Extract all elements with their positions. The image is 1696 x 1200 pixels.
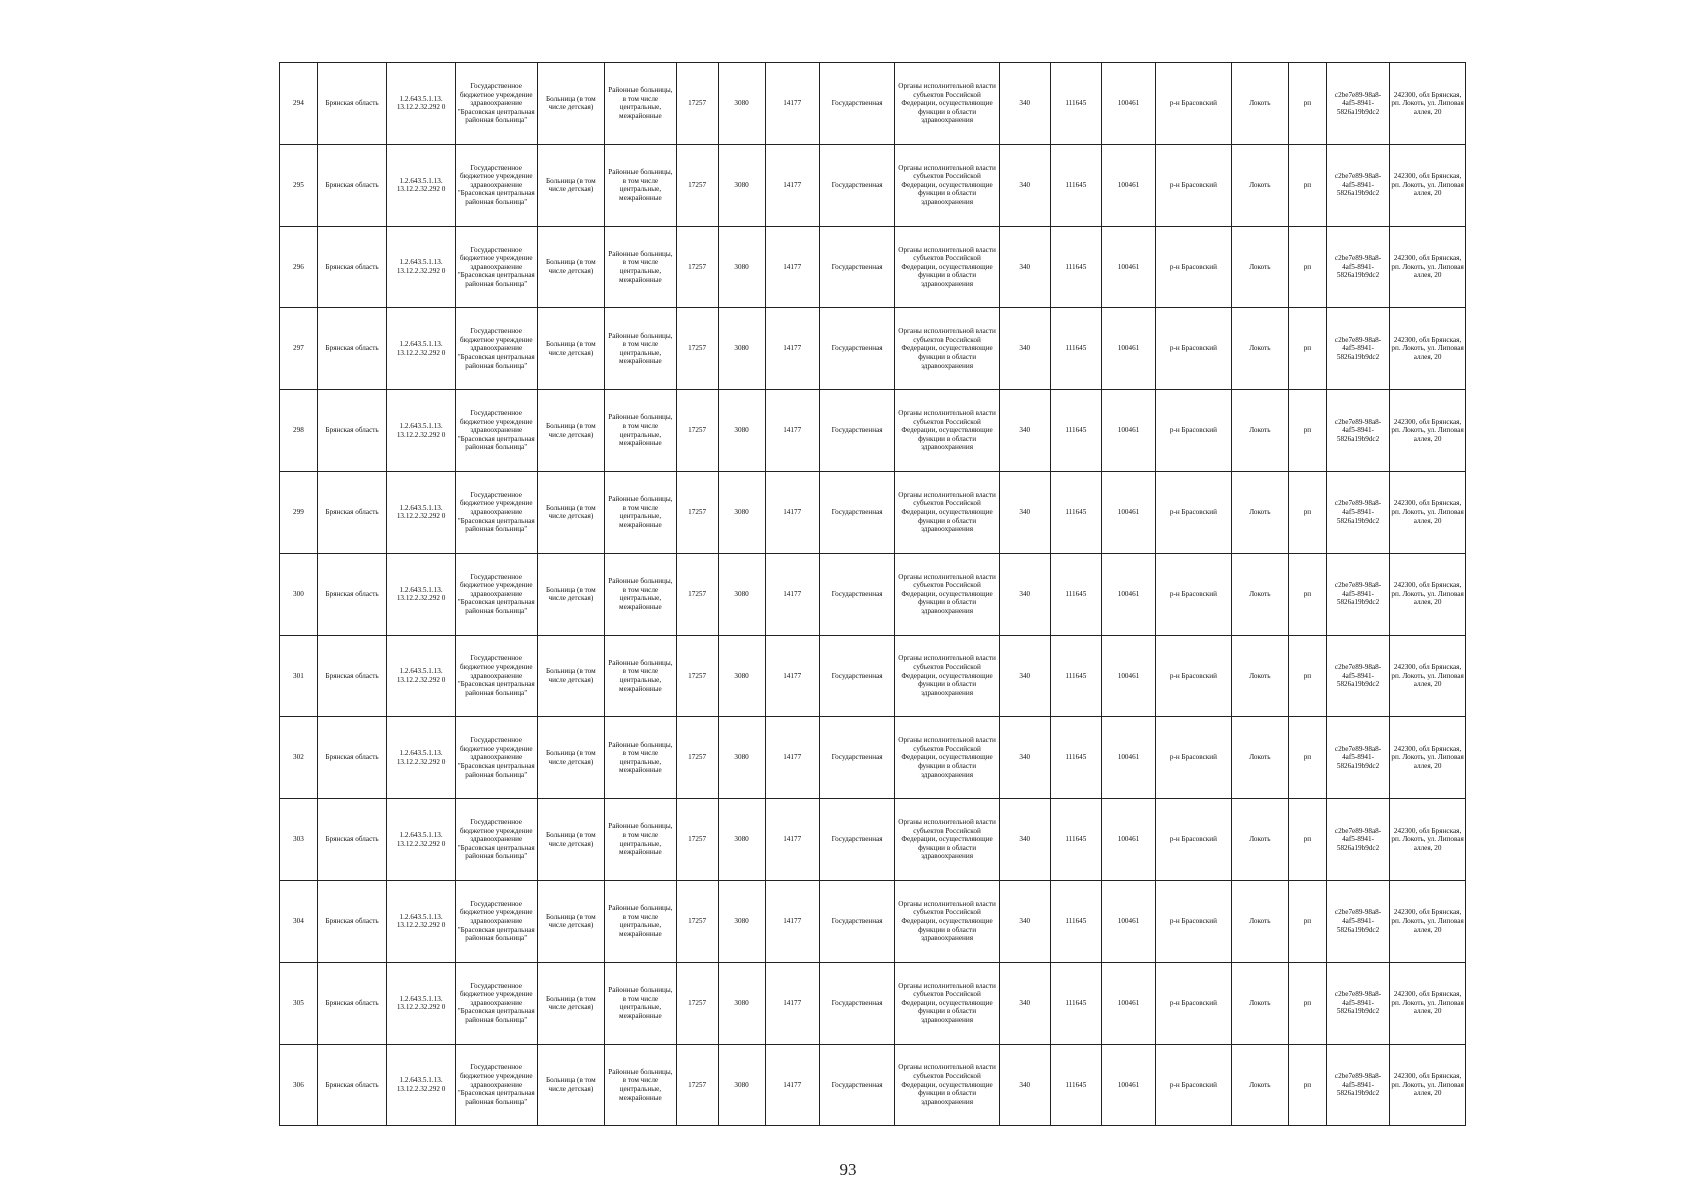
row-number-cell: 302 bbox=[280, 717, 318, 799]
governing-organ-cell: Органы исполнительной власти субъектов Российской Федерации, осуществляющие функции в области здравоохранения bbox=[895, 63, 999, 145]
fias-guid-cell: c2be7e89-98a8-4af5-8941-5826a19b9dc2 bbox=[1326, 1044, 1389, 1126]
address-cell: 242300, обл Брянская, рп. Локоть, ул. Липовая аллея, 20 bbox=[1390, 390, 1466, 472]
table-row bbox=[280, 553, 1466, 635]
oid-code-cell: 1.2.643.5.1.13. 13.12.2.32.292 0 bbox=[387, 799, 456, 881]
value-1-cell: 17257 bbox=[676, 1044, 718, 1126]
address-cell: 242300, обл Брянская, рп. Локоть, ул. Липовая аллея, 20 bbox=[1390, 553, 1466, 635]
value-1-cell: 17257 bbox=[676, 63, 718, 145]
facility-type-cell: Больница (в том числе детская) bbox=[537, 717, 604, 799]
oid-code-cell: 1.2.643.5.1.13. 13.12.2.32.292 0 bbox=[387, 308, 456, 390]
fias-guid-cell: c2be7e89-98a8-4af5-8941-5826a19b9dc2 bbox=[1326, 717, 1389, 799]
locality-type-cell: рп bbox=[1289, 635, 1327, 717]
table-row bbox=[280, 1044, 1466, 1126]
table-row bbox=[280, 635, 1466, 717]
fias-guid-cell: c2be7e89-98a8-4af5-8941-5826a19b9dc2 bbox=[1326, 308, 1389, 390]
organization-name-cell: Государственное бюджетное учреждение здравоохранение "Брасовская центральная районная больница" bbox=[455, 471, 537, 553]
ownership-cell: Государственная bbox=[819, 799, 895, 881]
locality-type-cell: рп bbox=[1289, 226, 1327, 308]
locality-cell: Локоть bbox=[1231, 226, 1288, 308]
address-cell: 242300, обл Брянская, рп. Локоть, ул. Липовая аллея, 20 bbox=[1390, 635, 1466, 717]
value-6-cell: 100461 bbox=[1101, 717, 1155, 799]
value-3-cell: 14177 bbox=[765, 553, 819, 635]
ownership-cell: Государственная bbox=[819, 553, 895, 635]
page-number: 93 bbox=[839, 1160, 857, 1179]
district-cell: р-н Брасовский bbox=[1156, 226, 1232, 308]
value-5-cell: 111645 bbox=[1050, 553, 1101, 635]
value-2-cell: 3080 bbox=[718, 799, 765, 881]
region-cell: Брянская область bbox=[317, 144, 387, 226]
row-number-cell: 305 bbox=[280, 962, 318, 1044]
value-5-cell: 111645 bbox=[1050, 799, 1101, 881]
locality-cell: Локоть bbox=[1231, 390, 1288, 472]
region-cell: Брянская область bbox=[317, 63, 387, 145]
value-2-cell: 3080 bbox=[718, 308, 765, 390]
locality-cell: Локоть bbox=[1231, 880, 1288, 962]
locality-type-cell: рп bbox=[1289, 390, 1327, 472]
locality-type-cell: рп bbox=[1289, 144, 1327, 226]
value-4-cell: 340 bbox=[999, 1044, 1050, 1126]
ownership-cell: Государственная bbox=[819, 308, 895, 390]
value-1-cell: 17257 bbox=[676, 880, 718, 962]
district-cell: р-н Брасовский bbox=[1156, 635, 1232, 717]
value-6-cell: 100461 bbox=[1101, 880, 1155, 962]
table-row bbox=[280, 799, 1466, 881]
organization-name-cell: Государственное бюджетное учреждение здравоохранение "Брасовская центральная районная больница" bbox=[455, 880, 537, 962]
value-5-cell: 111645 bbox=[1050, 308, 1101, 390]
oid-code-cell: 1.2.643.5.1.13. 13.12.2.32.292 0 bbox=[387, 471, 456, 553]
facility-kind-cell: Районные больницы, в том числе центральные, межрайонные bbox=[605, 880, 677, 962]
facility-kind-cell: Районные больницы, в том числе центральные, межрайонные bbox=[605, 308, 677, 390]
value-5-cell: 111645 bbox=[1050, 144, 1101, 226]
district-cell: р-н Брасовский bbox=[1156, 1044, 1232, 1126]
value-6-cell: 100461 bbox=[1101, 799, 1155, 881]
facility-type-cell: Больница (в том числе детская) bbox=[537, 635, 604, 717]
district-cell: р-н Брасовский bbox=[1156, 308, 1232, 390]
region-cell: Брянская область bbox=[317, 880, 387, 962]
value-1-cell: 17257 bbox=[676, 553, 718, 635]
value-3-cell: 14177 bbox=[765, 962, 819, 1044]
facility-kind-cell: Районные больницы, в том числе центральные, межрайонные bbox=[605, 717, 677, 799]
district-cell: р-н Брасовский bbox=[1156, 962, 1232, 1044]
locality-cell: Локоть bbox=[1231, 144, 1288, 226]
value-6-cell: 100461 bbox=[1101, 63, 1155, 145]
governing-organ-cell: Органы исполнительной власти субъектов Российской Федерации, осуществляющие функции в области здравоохранения bbox=[895, 1044, 999, 1126]
oid-code-cell: 1.2.643.5.1.13. 13.12.2.32.292 0 bbox=[387, 63, 456, 145]
value-5-cell: 111645 bbox=[1050, 880, 1101, 962]
facility-kind-cell: Районные больницы, в том числе центральные, межрайонные bbox=[605, 799, 677, 881]
fias-guid-cell: c2be7e89-98a8-4af5-8941-5826a19b9dc2 bbox=[1326, 390, 1389, 472]
fias-guid-cell: c2be7e89-98a8-4af5-8941-5826a19b9dc2 bbox=[1326, 63, 1389, 145]
region-cell: Брянская область bbox=[317, 553, 387, 635]
value-6-cell: 100461 bbox=[1101, 390, 1155, 472]
governing-organ-cell: Органы исполнительной власти субъектов Российской Федерации, осуществляющие функции в области здравоохранения bbox=[895, 962, 999, 1044]
locality-cell: Локоть bbox=[1231, 799, 1288, 881]
row-number-cell: 304 bbox=[280, 880, 318, 962]
value-4-cell: 340 bbox=[999, 471, 1050, 553]
value-5-cell: 111645 bbox=[1050, 63, 1101, 145]
locality-type-cell: рп bbox=[1289, 553, 1327, 635]
fias-guid-cell: c2be7e89-98a8-4af5-8941-5826a19b9dc2 bbox=[1326, 962, 1389, 1044]
region-cell: Брянская область bbox=[317, 226, 387, 308]
row-number-cell: 306 bbox=[280, 1044, 318, 1126]
value-4-cell: 340 bbox=[999, 717, 1050, 799]
governing-organ-cell: Органы исполнительной власти субъектов Российской Федерации, осуществляющие функции в области здравоохранения bbox=[895, 471, 999, 553]
value-6-cell: 100461 bbox=[1101, 962, 1155, 1044]
oid-code-cell: 1.2.643.5.1.13. 13.12.2.32.292 0 bbox=[387, 962, 456, 1044]
address-cell: 242300, обл Брянская, рп. Локоть, ул. Липовая аллея, 20 bbox=[1390, 962, 1466, 1044]
address-cell: 242300, обл Брянская, рп. Локоть, ул. Липовая аллея, 20 bbox=[1390, 63, 1466, 145]
ownership-cell: Государственная bbox=[819, 717, 895, 799]
value-6-cell: 100461 bbox=[1101, 635, 1155, 717]
facility-kind-cell: Районные больницы, в том числе центральные, межрайонные bbox=[605, 390, 677, 472]
facility-type-cell: Больница (в том числе детская) bbox=[537, 308, 604, 390]
value-1-cell: 17257 bbox=[676, 799, 718, 881]
table-row bbox=[280, 471, 1466, 553]
governing-organ-cell: Органы исполнительной власти субъектов Российской Федерации, осуществляющие функции в области здравоохранения bbox=[895, 308, 999, 390]
value-2-cell: 3080 bbox=[718, 717, 765, 799]
locality-cell: Локоть bbox=[1231, 1044, 1288, 1126]
oid-code-cell: 1.2.643.5.1.13. 13.12.2.32.292 0 bbox=[387, 390, 456, 472]
value-5-cell: 111645 bbox=[1050, 1044, 1101, 1126]
fias-guid-cell: c2be7e89-98a8-4af5-8941-5826a19b9dc2 bbox=[1326, 635, 1389, 717]
organization-name-cell: Государственное бюджетное учреждение здравоохранение "Брасовская центральная районная больница" bbox=[455, 144, 537, 226]
locality-type-cell: рп bbox=[1289, 1044, 1327, 1126]
locality-type-cell: рп bbox=[1289, 799, 1327, 881]
governing-organ-cell: Органы исполнительной власти субъектов Российской Федерации, осуществляющие функции в области здравоохранения bbox=[895, 799, 999, 881]
address-cell: 242300, обл Брянская, рп. Локоть, ул. Липовая аллея, 20 bbox=[1390, 471, 1466, 553]
governing-organ-cell: Органы исполнительной власти субъектов Российской Федерации, осуществляющие функции в области здравоохранения bbox=[895, 144, 999, 226]
facility-type-cell: Больница (в том числе детская) bbox=[537, 1044, 604, 1126]
value-2-cell: 3080 bbox=[718, 390, 765, 472]
value-1-cell: 17257 bbox=[676, 390, 718, 472]
value-5-cell: 111645 bbox=[1050, 390, 1101, 472]
governing-organ-cell: Органы исполнительной власти субъектов Российской Федерации, осуществляющие функции в области здравоохранения bbox=[895, 226, 999, 308]
region-cell: Брянская область bbox=[317, 635, 387, 717]
region-cell: Брянская область bbox=[317, 1044, 387, 1126]
ownership-cell: Государственная bbox=[819, 1044, 895, 1126]
locality-type-cell: рп bbox=[1289, 962, 1327, 1044]
address-cell: 242300, обл Брянская, рп. Локоть, ул. Липовая аллея, 20 bbox=[1390, 799, 1466, 881]
value-2-cell: 3080 bbox=[718, 226, 765, 308]
oid-code-cell: 1.2.643.5.1.13. 13.12.2.32.292 0 bbox=[387, 226, 456, 308]
value-2-cell: 3080 bbox=[718, 962, 765, 1044]
value-1-cell: 17257 bbox=[676, 962, 718, 1044]
locality-cell: Локоть bbox=[1231, 717, 1288, 799]
value-3-cell: 14177 bbox=[765, 1044, 819, 1126]
value-2-cell: 3080 bbox=[718, 63, 765, 145]
locality-type-cell: рп bbox=[1289, 471, 1327, 553]
value-3-cell: 14177 bbox=[765, 390, 819, 472]
governing-organ-cell: Органы исполнительной власти субъектов Российской Федерации, осуществляющие функции в области здравоохранения bbox=[895, 390, 999, 472]
value-2-cell: 3080 bbox=[718, 635, 765, 717]
district-cell: р-н Брасовский bbox=[1156, 880, 1232, 962]
region-cell: Брянская область bbox=[317, 390, 387, 472]
value-3-cell: 14177 bbox=[765, 635, 819, 717]
facility-type-cell: Больница (в том числе детская) bbox=[537, 144, 604, 226]
value-6-cell: 100461 bbox=[1101, 144, 1155, 226]
row-number-cell: 296 bbox=[280, 226, 318, 308]
value-5-cell: 111645 bbox=[1050, 962, 1101, 1044]
ownership-cell: Государственная bbox=[819, 144, 895, 226]
value-3-cell: 14177 bbox=[765, 308, 819, 390]
value-2-cell: 3080 bbox=[718, 144, 765, 226]
address-cell: 242300, обл Брянская, рп. Локоть, ул. Липовая аллея, 20 bbox=[1390, 144, 1466, 226]
value-3-cell: 14177 bbox=[765, 63, 819, 145]
ownership-cell: Государственная bbox=[819, 471, 895, 553]
value-6-cell: 100461 bbox=[1101, 1044, 1155, 1126]
value-1-cell: 17257 bbox=[676, 471, 718, 553]
value-3-cell: 14177 bbox=[765, 717, 819, 799]
locality-cell: Локоть bbox=[1231, 962, 1288, 1044]
locality-type-cell: рп bbox=[1289, 717, 1327, 799]
region-cell: Брянская область bbox=[317, 308, 387, 390]
district-cell: р-н Брасовский bbox=[1156, 553, 1232, 635]
value-2-cell: 3080 bbox=[718, 553, 765, 635]
value-4-cell: 340 bbox=[999, 63, 1050, 145]
table-row bbox=[280, 308, 1466, 390]
value-6-cell: 100461 bbox=[1101, 226, 1155, 308]
facility-type-cell: Больница (в том числе детская) bbox=[537, 553, 604, 635]
fias-guid-cell: c2be7e89-98a8-4af5-8941-5826a19b9dc2 bbox=[1326, 799, 1389, 881]
facility-kind-cell: Районные больницы, в том числе центральные, межрайонные bbox=[605, 553, 677, 635]
value-6-cell: 100461 bbox=[1101, 553, 1155, 635]
locality-type-cell: рп bbox=[1289, 63, 1327, 145]
value-4-cell: 340 bbox=[999, 799, 1050, 881]
locality-cell: Локоть bbox=[1231, 471, 1288, 553]
value-4-cell: 340 bbox=[999, 962, 1050, 1044]
facility-type-cell: Больница (в том числе детская) bbox=[537, 63, 604, 145]
locality-cell: Локоть bbox=[1231, 635, 1288, 717]
facility-kind-cell: Районные больницы, в том числе центральные, межрайонные bbox=[605, 471, 677, 553]
oid-code-cell: 1.2.643.5.1.13. 13.12.2.32.292 0 bbox=[387, 144, 456, 226]
value-5-cell: 111645 bbox=[1050, 635, 1101, 717]
ownership-cell: Государственная bbox=[819, 226, 895, 308]
region-cell: Брянская область bbox=[317, 717, 387, 799]
region-cell: Брянская область bbox=[317, 962, 387, 1044]
district-cell: р-н Брасовский bbox=[1156, 471, 1232, 553]
row-number-cell: 303 bbox=[280, 799, 318, 881]
organization-name-cell: Государственное бюджетное учреждение здравоохранение "Брасовская центральная районная больница" bbox=[455, 226, 537, 308]
organization-name-cell: Государственное бюджетное учреждение здравоохранение "Брасовская центральная районная больница" bbox=[455, 962, 537, 1044]
oid-code-cell: 1.2.643.5.1.13. 13.12.2.32.292 0 bbox=[387, 717, 456, 799]
ownership-cell: Государственная bbox=[819, 962, 895, 1044]
locality-cell: Локоть bbox=[1231, 553, 1288, 635]
region-cell: Брянская область bbox=[317, 471, 387, 553]
table-row bbox=[280, 63, 1466, 145]
district-cell: р-н Брасовский bbox=[1156, 390, 1232, 472]
value-5-cell: 111645 bbox=[1050, 717, 1101, 799]
value-1-cell: 17257 bbox=[676, 226, 718, 308]
row-number-cell: 300 bbox=[280, 553, 318, 635]
row-number-cell: 298 bbox=[280, 390, 318, 472]
district-cell: р-н Брасовский bbox=[1156, 799, 1232, 881]
oid-code-cell: 1.2.643.5.1.13. 13.12.2.32.292 0 bbox=[387, 635, 456, 717]
value-5-cell: 111645 bbox=[1050, 226, 1101, 308]
fias-guid-cell: c2be7e89-98a8-4af5-8941-5826a19b9dc2 bbox=[1326, 471, 1389, 553]
fias-guid-cell: c2be7e89-98a8-4af5-8941-5826a19b9dc2 bbox=[1326, 553, 1389, 635]
ownership-cell: Государственная bbox=[819, 63, 895, 145]
table-row bbox=[280, 144, 1466, 226]
ownership-cell: Государственная bbox=[819, 635, 895, 717]
value-4-cell: 340 bbox=[999, 144, 1050, 226]
value-4-cell: 340 bbox=[999, 635, 1050, 717]
value-1-cell: 17257 bbox=[676, 144, 718, 226]
value-6-cell: 100461 bbox=[1101, 471, 1155, 553]
table-row bbox=[280, 717, 1466, 799]
facility-type-cell: Больница (в том числе детская) bbox=[537, 799, 604, 881]
table-row bbox=[280, 962, 1466, 1044]
district-cell: р-н Брасовский bbox=[1156, 63, 1232, 145]
facility-kind-cell: Районные больницы, в том числе центральные, межрайонные bbox=[605, 962, 677, 1044]
row-number-cell: 301 bbox=[280, 635, 318, 717]
row-number-cell: 295 bbox=[280, 144, 318, 226]
value-3-cell: 14177 bbox=[765, 144, 819, 226]
value-3-cell: 14177 bbox=[765, 471, 819, 553]
facility-kind-cell: Районные больницы, в том числе центральные, межрайонные bbox=[605, 226, 677, 308]
ownership-cell: Государственная bbox=[819, 390, 895, 472]
facility-type-cell: Больница (в том числе детская) bbox=[537, 962, 604, 1044]
ownership-cell: Государственная bbox=[819, 880, 895, 962]
facility-type-cell: Больница (в том числе детская) bbox=[537, 390, 604, 472]
facility-type-cell: Больница (в том числе детская) bbox=[537, 471, 604, 553]
locality-cell: Локоть bbox=[1231, 63, 1288, 145]
address-cell: 242300, обл Брянская, рп. Локоть, ул. Липовая аллея, 20 bbox=[1390, 308, 1466, 390]
facility-kind-cell: Районные больницы, в том числе центральные, межрайонные bbox=[605, 635, 677, 717]
fias-guid-cell: c2be7e89-98a8-4af5-8941-5826a19b9dc2 bbox=[1326, 880, 1389, 962]
address-cell: 242300, обл Брянская, рп. Локоть, ул. Липовая аллея, 20 bbox=[1390, 880, 1466, 962]
value-4-cell: 340 bbox=[999, 226, 1050, 308]
locality-type-cell: рп bbox=[1289, 880, 1327, 962]
row-number-cell: 294 bbox=[280, 63, 318, 145]
registry-table bbox=[279, 62, 1466, 1126]
value-2-cell: 3080 bbox=[718, 1044, 765, 1126]
value-4-cell: 340 bbox=[999, 390, 1050, 472]
table-row bbox=[280, 226, 1466, 308]
district-cell: р-н Брасовский bbox=[1156, 717, 1232, 799]
value-1-cell: 17257 bbox=[676, 308, 718, 390]
facility-type-cell: Больница (в том числе детская) bbox=[537, 226, 604, 308]
organization-name-cell: Государственное бюджетное учреждение здравоохранение "Брасовская центральная районная больница" bbox=[455, 635, 537, 717]
value-2-cell: 3080 bbox=[718, 471, 765, 553]
table-row bbox=[280, 880, 1466, 962]
organization-name-cell: Государственное бюджетное учреждение здравоохранение "Брасовская центральная районная больница" bbox=[455, 717, 537, 799]
address-cell: 242300, обл Брянская, рп. Локоть, ул. Липовая аллея, 20 bbox=[1390, 226, 1466, 308]
organization-name-cell: Государственное бюджетное учреждение здравоохранение "Брасовская центральная районная больница" bbox=[455, 390, 537, 472]
oid-code-cell: 1.2.643.5.1.13. 13.12.2.32.292 0 bbox=[387, 880, 456, 962]
row-number-cell: 297 bbox=[280, 308, 318, 390]
organization-name-cell: Государственное бюджетное учреждение здравоохранение "Брасовская центральная районная больница" bbox=[455, 1044, 537, 1126]
organization-name-cell: Государственное бюджетное учреждение здравоохранение "Брасовская центральная районная больница" bbox=[455, 63, 537, 145]
oid-code-cell: 1.2.643.5.1.13. 13.12.2.32.292 0 bbox=[387, 1044, 456, 1126]
facility-kind-cell: Районные больницы, в том числе центральные, межрайонные bbox=[605, 63, 677, 145]
value-3-cell: 14177 bbox=[765, 880, 819, 962]
value-3-cell: 14177 bbox=[765, 799, 819, 881]
fias-guid-cell: c2be7e89-98a8-4af5-8941-5826a19b9dc2 bbox=[1326, 144, 1389, 226]
address-cell: 242300, обл Брянская, рп. Локоть, ул. Липовая аллея, 20 bbox=[1390, 717, 1466, 799]
facility-type-cell: Больница (в том числе детская) bbox=[537, 880, 604, 962]
facility-kind-cell: Районные больницы, в том числе центральные, межрайонные bbox=[605, 144, 677, 226]
value-1-cell: 17257 bbox=[676, 635, 718, 717]
governing-organ-cell: Органы исполнительной власти субъектов Российской Федерации, осуществляющие функции в области здравоохранения bbox=[895, 880, 999, 962]
oid-code-cell: 1.2.643.5.1.13. 13.12.2.32.292 0 bbox=[387, 553, 456, 635]
row-number-cell: 299 bbox=[280, 471, 318, 553]
facility-kind-cell: Районные больницы, в том числе центральные, межрайонные bbox=[605, 1044, 677, 1126]
governing-organ-cell: Органы исполнительной власти субъектов Российской Федерации, осуществляющие функции в области здравоохранения bbox=[895, 553, 999, 635]
value-4-cell: 340 bbox=[999, 880, 1050, 962]
value-4-cell: 340 bbox=[999, 553, 1050, 635]
governing-organ-cell: Органы исполнительной власти субъектов Российской Федерации, осуществляющие функции в области здравоохранения bbox=[895, 635, 999, 717]
value-2-cell: 3080 bbox=[718, 880, 765, 962]
governing-organ-cell: Органы исполнительной власти субъектов Российской Федерации, осуществляющие функции в области здравоохранения bbox=[895, 717, 999, 799]
region-cell: Брянская область bbox=[317, 799, 387, 881]
address-cell: 242300, обл Брянская, рп. Локоть, ул. Липовая аллея, 20 bbox=[1390, 1044, 1466, 1126]
value-6-cell: 100461 bbox=[1101, 308, 1155, 390]
value-1-cell: 17257 bbox=[676, 717, 718, 799]
organization-name-cell: Государственное бюджетное учреждение здравоохранение "Брасовская центральная районная больница" bbox=[455, 553, 537, 635]
value-4-cell: 340 bbox=[999, 308, 1050, 390]
district-cell: р-н Брасовский bbox=[1156, 144, 1232, 226]
registry-rows bbox=[280, 63, 1466, 1126]
organization-name-cell: Государственное бюджетное учреждение здравоохранение "Брасовская центральная районная больница" bbox=[455, 308, 537, 390]
value-5-cell: 111645 bbox=[1050, 471, 1101, 553]
locality-type-cell: рп bbox=[1289, 308, 1327, 390]
organization-name-cell: Государственное бюджетное учреждение здравоохранение "Брасовская центральная районная больница" bbox=[455, 799, 537, 881]
table-row bbox=[280, 390, 1466, 472]
locality-cell: Локоть bbox=[1231, 308, 1288, 390]
fias-guid-cell: c2be7e89-98a8-4af5-8941-5826a19b9dc2 bbox=[1326, 226, 1389, 308]
value-3-cell: 14177 bbox=[765, 226, 819, 308]
